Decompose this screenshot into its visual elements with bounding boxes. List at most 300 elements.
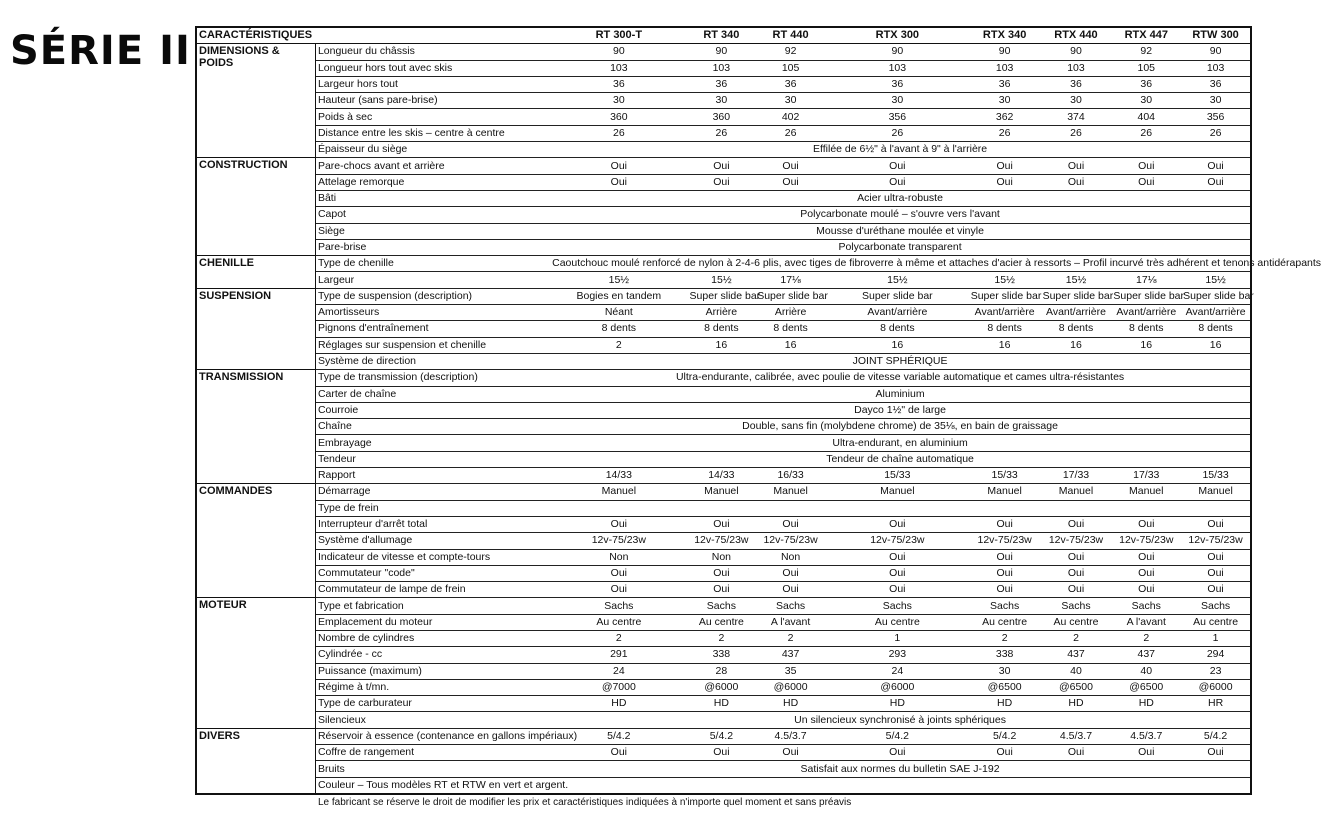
cell-value: 103 — [969, 60, 1041, 76]
model-header: RTX 300 — [826, 27, 969, 44]
cell-value: Oui — [1111, 582, 1181, 598]
cell-value: Oui — [688, 565, 756, 581]
cell-value: 2 — [755, 630, 826, 646]
cell-value: 8 dents — [969, 321, 1041, 337]
cell-value: HR — [1181, 696, 1251, 712]
cell-value: Oui — [755, 565, 826, 581]
table-row — [196, 663, 1251, 679]
cell-value: Super slide bar — [826, 288, 969, 304]
cell-value: 16 — [688, 337, 756, 353]
cell-value: 26 — [688, 125, 756, 141]
row-label: Pare-brise — [315, 239, 550, 255]
cell-value: 5/4.2 — [1181, 728, 1251, 744]
cell-value: 26 — [1181, 125, 1251, 141]
cell-value: 12v-75/23w — [1041, 533, 1112, 549]
spanning-value: Acier ultra-robuste — [550, 190, 1251, 206]
cell-value: 26 — [826, 125, 969, 141]
row-label: Silencieux — [315, 712, 550, 728]
cell-value: @6500 — [1041, 679, 1112, 695]
cell-value: Oui — [969, 565, 1041, 581]
cell-value: Oui — [688, 174, 756, 190]
cell-value: 26 — [969, 125, 1041, 141]
cell-value: Super slide bar — [969, 288, 1041, 304]
cell-value: @6000 — [688, 679, 756, 695]
cell-value: Oui — [826, 516, 969, 532]
cell-value: Avant/arrière — [826, 305, 969, 321]
table-row — [196, 533, 1251, 549]
cell-value: Oui — [755, 516, 826, 532]
row-label: Coffre de rangement — [315, 745, 550, 761]
cell-value: 30 — [1041, 93, 1112, 109]
cell-value: 360 — [688, 109, 756, 125]
row-label: Rapport — [315, 468, 550, 484]
cell-value: 30 — [969, 663, 1041, 679]
series-title: SÉRIE II — [10, 28, 191, 74]
cell-value: 28 — [688, 663, 756, 679]
cell-value: Oui — [1041, 745, 1112, 761]
table-row — [196, 402, 1251, 418]
cell-value: 24 — [550, 663, 687, 679]
row-label: Poids à sec — [315, 109, 550, 125]
cell-value: Oui — [550, 174, 687, 190]
cell-value: 30 — [755, 93, 826, 109]
cell-value: 293 — [826, 647, 969, 663]
row-label: Puissance (maximum) — [315, 663, 550, 679]
cell-value: Arrière — [755, 305, 826, 321]
cell-value: Manuel — [688, 484, 756, 500]
cell-value: @7000 — [550, 679, 687, 695]
table-row — [196, 305, 1251, 321]
cell-value: 23 — [1181, 663, 1251, 679]
table-row — [196, 386, 1251, 402]
cell-value: 437 — [1041, 647, 1112, 663]
row-label: Type de frein — [315, 500, 550, 516]
cell-value: A l'avant — [755, 614, 826, 630]
spanning-value: Aluminium — [550, 386, 1251, 402]
row-label: Bruits — [315, 761, 550, 777]
table-row — [196, 174, 1251, 190]
cell-value: Oui — [550, 582, 687, 598]
cell-value: 12v-75/23w — [755, 533, 826, 549]
table-row — [196, 761, 1251, 777]
table-row — [196, 679, 1251, 695]
cell-value: 30 — [969, 93, 1041, 109]
cell-value: 8 dents — [688, 321, 756, 337]
table-row — [196, 484, 1251, 500]
table-row — [196, 93, 1251, 109]
table-row — [196, 468, 1251, 484]
cell-value: Oui — [1111, 565, 1181, 581]
cell-value: Sachs — [688, 598, 756, 614]
row-label: Nombre de cylindres — [315, 630, 550, 646]
cell-value: Oui — [826, 745, 969, 761]
row-label: Commutateur "code" — [315, 565, 550, 581]
cell-value: 36 — [969, 76, 1041, 92]
cell-value: 26 — [755, 125, 826, 141]
cell-value: 4.5/3.7 — [1111, 728, 1181, 744]
row-label: Indicateur de vitesse et compte-tours — [315, 549, 550, 565]
cell-value: Manuel — [969, 484, 1041, 500]
cell-value: Oui — [826, 549, 969, 565]
row-label: Carter de chaîne — [315, 386, 550, 402]
cell-value: 8 dents — [1111, 321, 1181, 337]
cell-value: Oui — [1181, 516, 1251, 532]
table-row — [196, 321, 1251, 337]
table-row — [196, 207, 1251, 223]
cell-value: 92 — [755, 44, 826, 60]
cell-value: 90 — [550, 44, 687, 60]
cell-value: 103 — [1181, 60, 1251, 76]
table-row — [196, 419, 1251, 435]
cell-value: Oui — [1181, 565, 1251, 581]
row-label: Bâti — [315, 190, 550, 206]
cell-value: Au centre — [1041, 614, 1112, 630]
row-label: Emplacement du moteur — [315, 614, 550, 630]
cell-value: Oui — [1181, 745, 1251, 761]
cell-value — [969, 500, 1041, 516]
cell-value: 26 — [1041, 125, 1112, 141]
row-label: Pignons d'entraînement — [315, 321, 550, 337]
cell-value: 30 — [550, 93, 687, 109]
cell-value: Oui — [550, 745, 687, 761]
model-header: RT 300-T — [550, 27, 687, 44]
table-row — [196, 582, 1251, 598]
cell-value: HD — [755, 696, 826, 712]
row-label: Tendeur — [315, 451, 550, 467]
cell-value: Oui — [1041, 174, 1112, 190]
section-name: CONSTRUCTION — [196, 158, 315, 256]
cell-value: Sachs — [1111, 598, 1181, 614]
cell-value: Super slide bar — [688, 288, 756, 304]
cell-value: Sachs — [826, 598, 969, 614]
table-row — [196, 337, 1251, 353]
table-row — [196, 712, 1251, 728]
row-label: Réglages sur suspension et chenille — [315, 337, 550, 353]
cell-value: Oui — [1111, 745, 1181, 761]
section-name: SUSPENSION — [196, 288, 315, 369]
table-row — [196, 728, 1251, 744]
cell-value: 26 — [550, 125, 687, 141]
table-row — [196, 125, 1251, 141]
cell-value: 2 — [550, 337, 687, 353]
cell-value: 437 — [755, 647, 826, 663]
cell-value: 356 — [826, 109, 969, 125]
row-label: Chaîne — [315, 419, 550, 435]
header-row — [196, 27, 1251, 44]
cell-value: 40 — [1111, 663, 1181, 679]
table-row — [196, 353, 1251, 369]
cell-value: Oui — [550, 516, 687, 532]
model-header: RTX 440 — [1041, 27, 1112, 44]
table-row — [196, 256, 1251, 272]
cell-value: 30 — [688, 93, 756, 109]
row-label: Système d'allumage — [315, 533, 550, 549]
cell-value: Sachs — [550, 598, 687, 614]
cell-value: 5/4.2 — [969, 728, 1041, 744]
cell-value: 4.5/3.7 — [1041, 728, 1112, 744]
cell-value: Oui — [1041, 549, 1112, 565]
cell-value: 16/33 — [755, 468, 826, 484]
cell-value: 338 — [688, 647, 756, 663]
specifications-body — [196, 44, 1321, 794]
footer-note: Le fabricant se réserve le droit de modifier les prix et caractéristiques indiquées à n'importe quel moment et sans préavis — [318, 797, 852, 808]
cell-value: 12v-75/23w — [688, 533, 756, 549]
row-label: Démarrage — [315, 484, 550, 500]
row-label: Type de carburateur — [315, 696, 550, 712]
cell-value: @6500 — [1111, 679, 1181, 695]
model-header: RT 440 — [755, 27, 826, 44]
cell-value: Oui — [1111, 174, 1181, 190]
cell-value: Néant — [550, 305, 687, 321]
cell-value: 105 — [1111, 60, 1181, 76]
cell-value: Avant/arrière — [1181, 305, 1251, 321]
cell-value: Oui — [826, 582, 969, 598]
cell-value: 15½ — [550, 272, 687, 288]
cell-value: 1 — [826, 630, 969, 646]
table-row — [196, 190, 1251, 206]
cell-value: Oui — [969, 549, 1041, 565]
cell-value: 15½ — [1181, 272, 1251, 288]
cell-value: 5/4.2 — [826, 728, 969, 744]
cell-value: 36 — [755, 76, 826, 92]
cell-value: Au centre — [969, 614, 1041, 630]
cell-value: Manuel — [1111, 484, 1181, 500]
table-row — [196, 630, 1251, 646]
row-label: Régime à t/mn. — [315, 679, 550, 695]
row-label: Système de direction — [315, 353, 550, 369]
cell-value: 2 — [1111, 630, 1181, 646]
cell-value: Manuel — [755, 484, 826, 500]
table-row — [196, 288, 1251, 304]
cell-value: Super slide bar — [1041, 288, 1112, 304]
cell-value: Au centre — [826, 614, 969, 630]
cell-value: 90 — [1041, 44, 1112, 60]
cell-value: 30 — [1181, 93, 1251, 109]
cell-value: HD — [826, 696, 969, 712]
cell-value: 2 — [688, 630, 756, 646]
cell-value: Oui — [1181, 174, 1251, 190]
table-row — [196, 451, 1251, 467]
cell-value: 291 — [550, 647, 687, 663]
model-header: RTX 447 — [1111, 27, 1181, 44]
cell-value: Non — [550, 549, 687, 565]
section-name: CHENILLE — [196, 256, 315, 289]
table-row — [196, 647, 1251, 663]
cell-value: 12v-75/23w — [969, 533, 1041, 549]
cell-value: 17⅛ — [755, 272, 826, 288]
table-row — [196, 598, 1251, 614]
cell-value: @6000 — [826, 679, 969, 695]
cell-value — [1181, 500, 1251, 516]
cell-value: 26 — [1111, 125, 1181, 141]
table-row — [196, 696, 1251, 712]
cell-value: 17/33 — [1041, 468, 1112, 484]
cell-value: 105 — [755, 60, 826, 76]
cell-value: HD — [1111, 696, 1181, 712]
cell-value — [550, 500, 687, 516]
section-name: DIVERS — [196, 728, 315, 794]
spanning-value: Satisfait aux normes du bulletin SAE J-192 — [550, 761, 1251, 777]
cell-value: 15½ — [826, 272, 969, 288]
table-row — [196, 614, 1251, 630]
cell-value: 360 — [550, 109, 687, 125]
header-category: CARACTÉRISTIQUES — [196, 27, 550, 44]
cell-value: 17/33 — [1111, 468, 1181, 484]
cell-value: 17⅛ — [1111, 272, 1181, 288]
table-row — [196, 223, 1251, 239]
table-row — [196, 142, 1251, 158]
spanning-value: Polycarbonate moulé – s'ouvre vers l'avant — [550, 207, 1251, 223]
table-row — [196, 158, 1251, 174]
cell-value: Oui — [826, 174, 969, 190]
cell-value: 16 — [755, 337, 826, 353]
cell-value: HD — [550, 696, 687, 712]
spanning-value — [550, 777, 1251, 794]
cell-value: 16 — [1041, 337, 1112, 353]
spanning-value: Caoutchouc moulé renforcé de nylon à 2-4-6 plis, avec tiges de fibroverre à même et attaches d'acier à ressorts – Profil incurvé très adhérent et tenons antidérapants — [550, 256, 1251, 272]
cell-value: 12v-75/23w — [550, 533, 687, 549]
specifications-table — [195, 26, 1321, 795]
spanning-value: JOINT SPHÉRIQUE — [550, 353, 1251, 369]
cell-value: Oui — [1041, 582, 1112, 598]
row-label: Pare-chocs avant et arrière — [315, 158, 550, 174]
cell-value: Sachs — [1041, 598, 1112, 614]
cell-value: 356 — [1181, 109, 1251, 125]
row-label: Longueur du châssis — [315, 44, 550, 60]
cell-value: Oui — [969, 516, 1041, 532]
table-row — [196, 239, 1251, 255]
table-row — [196, 272, 1251, 288]
cell-value: 2 — [1041, 630, 1112, 646]
cell-value: Oui — [755, 174, 826, 190]
cell-value: Au centre — [1181, 614, 1251, 630]
cell-value: Oui — [969, 158, 1041, 174]
cell-value: Non — [755, 549, 826, 565]
cell-value: Manuel — [550, 484, 687, 500]
cell-value: 2 — [969, 630, 1041, 646]
cell-value: Oui — [688, 582, 756, 598]
cell-value: HD — [969, 696, 1041, 712]
cell-value: Oui — [1041, 516, 1112, 532]
row-label: Courroie — [315, 402, 550, 418]
cell-value: HD — [1041, 696, 1112, 712]
cell-value: 24 — [826, 663, 969, 679]
table-row — [196, 745, 1251, 761]
cell-value: Oui — [1041, 565, 1112, 581]
cell-value: Non — [688, 549, 756, 565]
cell-value — [1111, 500, 1181, 516]
cell-value: 294 — [1181, 647, 1251, 663]
spanning-value: Double, sans fin (molybdene chrome) de 35⅛, en bain de graissage — [550, 419, 1251, 435]
cell-value: 338 — [969, 647, 1041, 663]
section-name: DIMENSIONS & POIDS — [196, 44, 315, 158]
cell-value: 92 — [1111, 44, 1181, 60]
cell-value: 90 — [1181, 44, 1251, 60]
spanning-value: Ultra-endurant, en aluminium — [550, 435, 1251, 451]
cell-value: 8 dents — [755, 321, 826, 337]
cell-value: Oui — [1181, 549, 1251, 565]
cell-value: @6000 — [1181, 679, 1251, 695]
cell-value: 14/33 — [550, 468, 687, 484]
cell-value: Oui — [550, 565, 687, 581]
cell-value: 8 dents — [1041, 321, 1112, 337]
cell-value: @6000 — [755, 679, 826, 695]
cell-value: 30 — [826, 93, 969, 109]
cell-value: Super slide bar — [1111, 288, 1181, 304]
cell-value: Oui — [755, 582, 826, 598]
model-header: RTW 300 — [1181, 27, 1251, 44]
model-header: RT 340 — [688, 27, 756, 44]
row-label: Embrayage — [315, 435, 550, 451]
cell-value: 4.5/3.7 — [755, 728, 826, 744]
cell-value: Super slide bar — [755, 288, 826, 304]
cell-value: 15/33 — [969, 468, 1041, 484]
cell-value: 15/33 — [1181, 468, 1251, 484]
table-row — [196, 565, 1251, 581]
cell-value: 90 — [688, 44, 756, 60]
cell-value: Oui — [688, 158, 756, 174]
cell-value: 35 — [755, 663, 826, 679]
cell-value: 16 — [1181, 337, 1251, 353]
cell-value: Oui — [1181, 582, 1251, 598]
cell-value: Oui — [1111, 158, 1181, 174]
table-row — [196, 500, 1251, 516]
cell-value: Oui — [755, 745, 826, 761]
table-row — [196, 435, 1251, 451]
cell-value: 5/4.2 — [688, 728, 756, 744]
row-label: Capot — [315, 207, 550, 223]
cell-value: Oui — [755, 158, 826, 174]
cell-value: Oui — [1041, 158, 1112, 174]
spanning-value: Polycarbonate transparent — [550, 239, 1251, 255]
row-label: Siège — [315, 223, 550, 239]
cell-value: Manuel — [826, 484, 969, 500]
cell-value: 8 dents — [550, 321, 687, 337]
cell-value: 404 — [1111, 109, 1181, 125]
cell-value: 374 — [1041, 109, 1112, 125]
cell-value: Sachs — [1181, 598, 1251, 614]
spanning-value: Tendeur de chaîne automatique — [550, 451, 1251, 467]
cell-value: Oui — [1111, 549, 1181, 565]
cell-value: 103 — [1041, 60, 1112, 76]
row-label: Épaisseur du siège — [315, 142, 550, 158]
cell-value — [1041, 500, 1112, 516]
cell-value: Oui — [969, 582, 1041, 598]
cell-value: 14/33 — [688, 468, 756, 484]
row-label: Couleur – Tous modèles RT et RTW en vert et argent. — [315, 777, 550, 794]
cell-value: 40 — [1041, 663, 1112, 679]
cell-value: 402 — [755, 109, 826, 125]
cell-value: 90 — [826, 44, 969, 60]
cell-value: Oui — [826, 565, 969, 581]
cell-value: Oui — [969, 174, 1041, 190]
cell-value: Avant/arrière — [969, 305, 1041, 321]
row-label: Type de suspension (description) — [315, 288, 550, 304]
cell-value: 36 — [826, 76, 969, 92]
cell-value: 15½ — [688, 272, 756, 288]
cell-value: 12v-75/23w — [1111, 533, 1181, 549]
cell-value: 15½ — [1041, 272, 1112, 288]
cell-value: 103 — [826, 60, 969, 76]
cell-value — [826, 500, 969, 516]
cell-value: Arrière — [688, 305, 756, 321]
cell-value: Oui — [688, 516, 756, 532]
cell-value: 8 dents — [826, 321, 969, 337]
table-row — [196, 549, 1251, 565]
cell-value: 12v-75/23w — [1181, 533, 1251, 549]
spanning-value: Ultra-endurante, calibrée, avec poulie de vitesse variable automatique et cames ultra-résistantes — [550, 370, 1251, 386]
row-label: Type de transmission (description) — [315, 370, 550, 386]
